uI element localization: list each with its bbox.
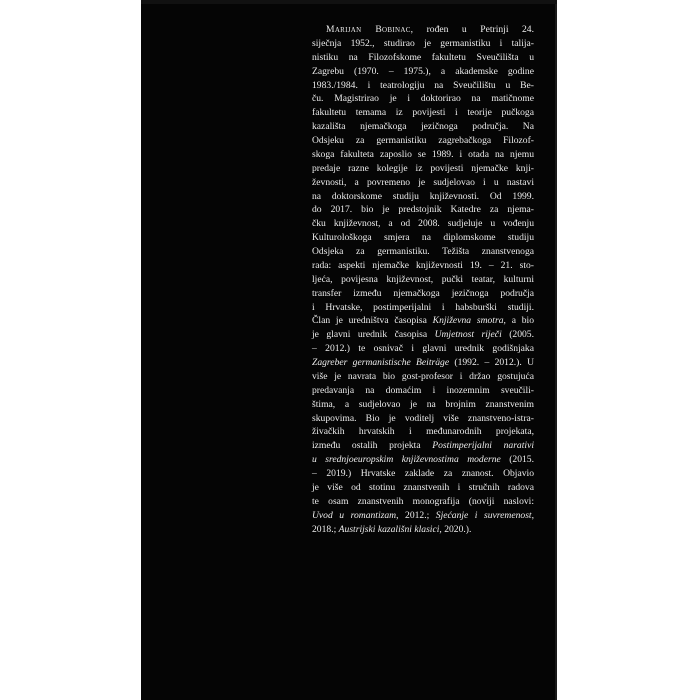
author-biography — [312, 23, 534, 536]
bio-line: Odsjeka za germanistiku. Težišta znanstvenoga — [312, 246, 534, 257]
book-title: Sjećanje i suvremenost — [435, 509, 532, 521]
bio-line: ževnosti, a povremeno je sudjelovao i u nastavi — [312, 176, 534, 188]
bio-line: nistiku na Filozofskome fakultetu Sveučilišta u — [312, 51, 534, 63]
bio-line: – 2019.) Hrvatske zaklade za znanost. Objavio — [312, 468, 534, 479]
bio-line: predavanja na domaćim i inozemnim sveučili- — [312, 384, 534, 396]
bio-line: do 2017. bio je predstojnik Katedre za njema- — [312, 204, 534, 216]
bio-line: ču. Magistrirao je i doktorirao na matičnome — [312, 93, 534, 105]
bio-line: ljeća, povijesna književnost, pučki teatar, kulturni — [312, 273, 534, 285]
bio-line: Član je uredništva časopisa Književna smotra, a bio — [312, 315, 534, 327]
bio-line: Kulturološkoga smjera na diplomskome studiju — [312, 232, 534, 244]
bio-line: fakultetu temama iz povijesti i teorije pučkoga — [312, 107, 534, 119]
bio-line: Marijan Bobinac, rođen u Petrinji 24. — [326, 24, 534, 35]
bio-line: skoga fakulteta zaposlio se 1989. i otada na njemu — [312, 148, 534, 160]
bio-line: između ostalih projekta Postimperijalni narativi — [312, 440, 534, 452]
bio-line: siječnja 1952., studirao je germanistiku i talija- — [312, 37, 534, 49]
bio-line: je više od stotinu znanstvenih i stručnih radova — [312, 481, 534, 493]
journal-title: Umjetnost riječi — [434, 329, 502, 341]
bio-line: 1983./1984. i teatrologiju na Sveučilištu u Be- — [312, 79, 534, 91]
bio-line: skupovima. Bio je voditelj više znanstveno-istra- — [312, 412, 534, 424]
bio-line: više je navrata bio gost-profesor i držao gostujuća — [312, 370, 534, 382]
bio-line: 2018.; Austrijski kazališni klasici, 2020.). — [312, 523, 472, 535]
bio-line: na doktorskome studiju književnosti. Od 1999. — [312, 190, 534, 202]
author-name: Marijan Bobinac — [326, 24, 411, 35]
bio-line: Zagreber germanistische Beiträge (1992. – 2012.). U — [312, 357, 534, 368]
yearbook-title: Zagreber germanistische Beiträge — [312, 357, 450, 368]
book-title: Austrijski kazališni klasici — [338, 523, 440, 535]
bio-line: štima, a sudjelovao je na brojnim znanstvenim — [312, 398, 534, 410]
bio-line: živačkih hrvatskih i međunarodnih projekata, — [312, 426, 534, 438]
bio-line: je glavni urednik časopisa Umjetnost riječi (2005. — [312, 329, 534, 341]
project-title: u srednjoeuropskim književnostima moderne — [312, 454, 501, 466]
bio-line: te osam znanstvenih monografija (noviji naslovi: — [312, 495, 534, 507]
bio-line: transfer između njemačkoga jezičnoga područja — [312, 287, 534, 299]
cover-top-edge — [141, 0, 557, 4]
book-title: Uvod u romantizam — [312, 509, 397, 521]
bio-line: – 2012.) te osnivač i glavni urednik godišnjaka — [312, 343, 534, 355]
bio-line: predaje razne kolegije iz povijesti njemačke knji- — [312, 162, 534, 174]
project-title: Postimperijalni narativi — [432, 440, 534, 452]
bio-line: rada: aspekti njemačke književnosti 19. – 21. sto- — [312, 259, 534, 271]
bio-line: čku književnost, a od 2008. sudjeluje u vođenju — [312, 218, 534, 230]
bio-line: Zagrebu (1970. – 1975.), a akademske godine — [312, 65, 534, 77]
bio-line: kazališta njemačkoga jezičnoga područja. Na — [312, 121, 534, 133]
journal-title: Književna smotra — [432, 315, 504, 327]
bio-line: i Hrvatske, postimperijalni i habsburški studiji. — [312, 301, 534, 313]
bio-line: u srednjoeuropskim književnostima moderne (2015. — [312, 454, 534, 466]
bio-line: Odsjeku za germanistiku zagrebačkoga Filozof- — [312, 135, 534, 146]
bio-line: Uvod u romantizam, 2012.; Sjećanje i suvremenost, — [312, 509, 534, 521]
